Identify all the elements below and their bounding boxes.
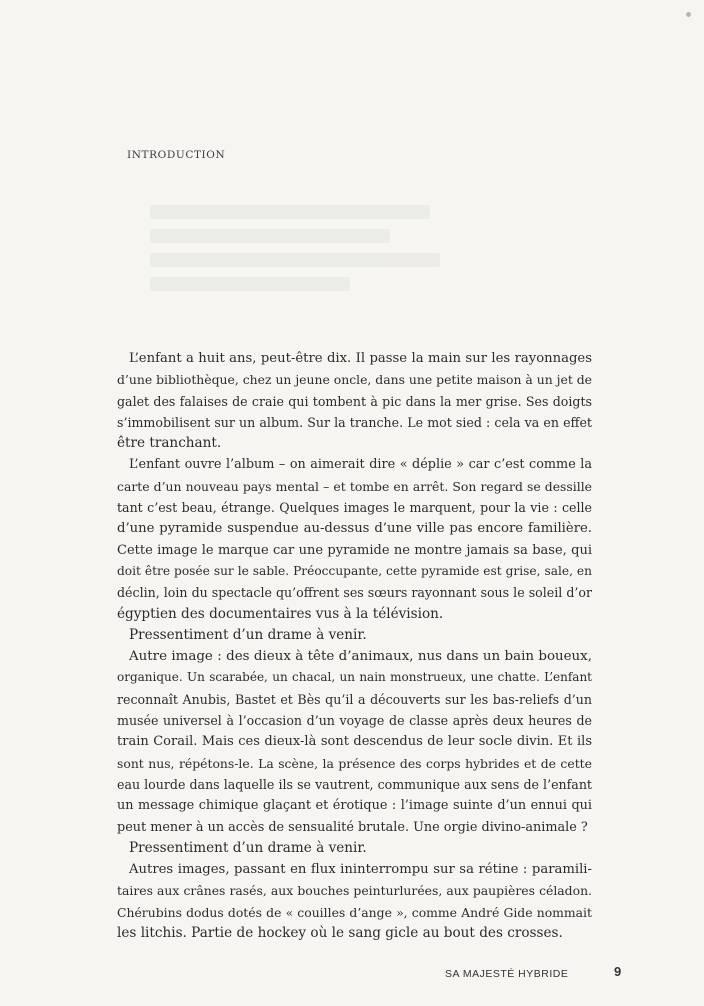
- text-line: Pressentiment d’un drame à venir.: [129, 626, 367, 643]
- text-line: sont nus, répétons-le. La scène, la présence des corps hybrides et de cette: [117, 755, 592, 771]
- text-line: tant c’est beau, étrange. Quelques images le marquent, pour la vie : celle: [117, 500, 592, 516]
- text-line: déclin, loin du spectacle qu’offrent ses sœurs rayonnant sous le soleil d’or: [117, 585, 592, 601]
- text-line: L’enfant a huit ans, peut-être dix. Il passe la main sur les rayonnages: [129, 351, 592, 366]
- text-line: un message chimique glaçant et érotique : l’image suinte d’un ennui qui: [117, 798, 592, 814]
- text-line: s’immobilisent sur un album. Sur la tranche. Le mot sied : cela va en effet: [117, 414, 592, 430]
- text-line: Autres images, passant en flux ininterrompu sur sa rétine : paramili-: [129, 862, 592, 878]
- text-line: être tranchant.: [117, 435, 222, 452]
- body-text: [117, 348, 592, 944]
- text-line: Cette image le marque car une pyramide ne montre jamais sa base, qui: [117, 542, 592, 558]
- page-corner-dot: [686, 12, 691, 17]
- text-line: peut mener à un accès de sensualité brutale. Une orgie divino-animale ?: [117, 819, 588, 835]
- text-line: organique. Un scarabée, un chacal, un nain monstrueux, une chatte. L’enfant: [117, 670, 592, 685]
- show-through-shadow: [150, 205, 450, 315]
- text-line: Chérubins dodus dotés de « couilles d’ange », comme André Gide nommait: [117, 904, 592, 920]
- section-header: INTRODUCTION: [127, 149, 226, 161]
- text-line: égyptien des documentaires vus à la télévision.: [117, 605, 444, 622]
- text-line: Pressentiment d’un drame à venir.: [129, 839, 367, 856]
- running-footer-title: SA MAJESTÉ HYBRIDE: [445, 968, 569, 980]
- text-line: doit être posée sur le sable. Préoccupante, cette pyramide est grise, sale, en: [117, 563, 592, 578]
- text-line: taires aux crânes rasés, aux bouches peinturlurées, aux paupières céladon.: [117, 883, 592, 899]
- text-line: musée universel à l’occasion d’un voyage de classe après deux heures de: [117, 713, 592, 729]
- text-line: les litchis. Partie de hockey où le sang gicle au bout des crosses.: [117, 925, 563, 942]
- text-line: Autre image : des dieux à tête d’animaux, nus dans un bain boueux,: [129, 649, 592, 665]
- text-line: L’enfant ouvre l’album – on aimerait dire « déplie » car c’est comme la: [129, 457, 592, 473]
- page-number: 9: [614, 964, 622, 979]
- text-line: galet des falaises de craie qui tombent à pic dans la mer grise. Ses doigts: [117, 393, 592, 409]
- text-line: carte d’un nouveau pays mental – et tombe en arrêt. Son regard se dessille: [117, 478, 592, 494]
- text-line: d’une pyramide suspendue au-dessus d’une ville pas encore familière.: [117, 521, 592, 537]
- text-line: train Corail. Mais ces dieux-là sont descendus de leur socle divin. Et ils: [117, 734, 592, 750]
- text-line: eau lourde dans laquelle ils se vautrent, communique aux sens de l’enfant: [117, 776, 592, 792]
- text-line: d’une bibliothèque, chez un jeune oncle, dans une petite maison à un jet de: [117, 372, 593, 388]
- text-line: reconnaît Anubis, Bastet et Bès qu’il a découverts sur les bas-reliefs d’un: [117, 691, 592, 707]
